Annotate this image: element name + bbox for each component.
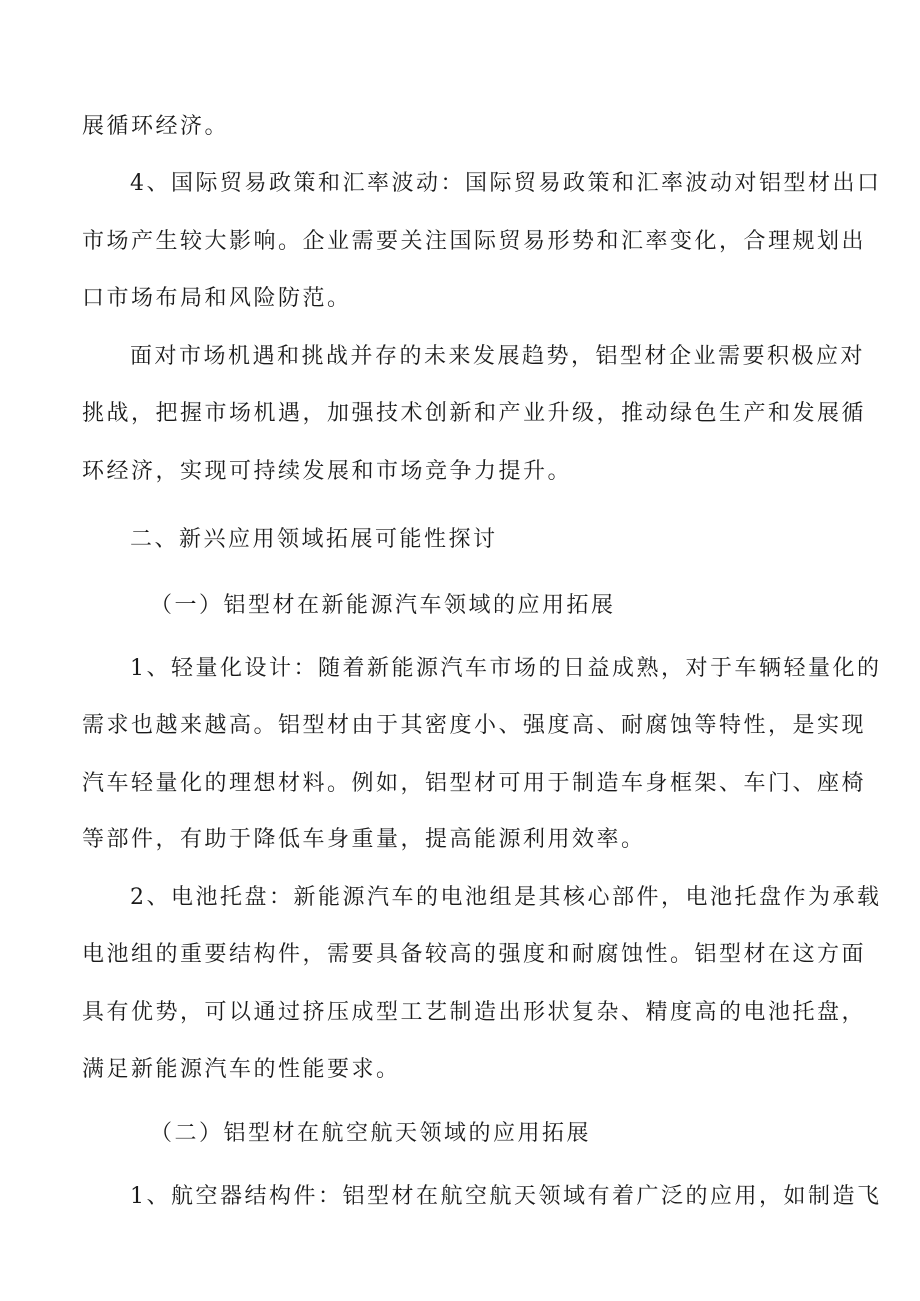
text-line: 环经济，实现可持续发展和市场竞争力提升。 <box>82 459 573 484</box>
section-heading: 二、新兴应用领域拓展可能性探讨 <box>130 527 498 552</box>
text-line: 市场产生较大影响。企业需要关注国际贸易形势和汇率变化，合理规划出 <box>82 229 867 254</box>
text-line: 面对市场机遇和挑战并存的未来发展趋势，铝型材企业需要积极应对 <box>130 344 866 369</box>
text-line: 展循环经济。 <box>82 114 230 139</box>
text-line: 1、轻量化设计：随着新能源汽车市场的日益成熟，对于车辆轻量化的 <box>130 656 882 681</box>
text-line: 电池组的重要结构件，需要具备较高的强度和耐腐蚀性。铝型材在这方面 <box>82 942 867 967</box>
text-line: 汽车轻量化的理想材料。例如，铝型材可用于制造车身框架、车门、座椅 <box>82 771 867 796</box>
text-line: 1、航空器结构件：铝型材在航空航天领域有着广泛的应用，如制造飞 <box>130 1184 882 1209</box>
text-line: 需求也越来越高。铝型材由于其密度小、强度高、耐腐蚀等特性，是实现 <box>82 713 867 738</box>
text-line: 口市场布局和风险防范。 <box>82 286 352 311</box>
text-line: 具有优势，可以通过挤压成型工艺制造出形状复杂、精度高的电池托盘， <box>82 1000 867 1025</box>
text-line: 2、电池托盘：新能源汽车的电池组是其核心部件，电池托盘作为承载 <box>130 885 882 910</box>
text-line: 挑战，把握市场机遇，加强技术创新和产业升级，推动绿色生产和发展循 <box>82 401 867 426</box>
text-line: 4、国际贸易政策和汇率波动：国际贸易政策和汇率波动对铝型材出口 <box>130 171 882 196</box>
subsection-heading: （一）铝型材在新能源汽车领域的应用拓展 <box>150 593 616 618</box>
text-line: 满足新能源汽车的性能要求。 <box>82 1057 401 1082</box>
text-line: 等部件，有助于降低车身重量，提高能源利用效率。 <box>82 827 646 852</box>
subsection-heading: （二）铝型材在航空航天领域的应用拓展 <box>150 1121 592 1146</box>
